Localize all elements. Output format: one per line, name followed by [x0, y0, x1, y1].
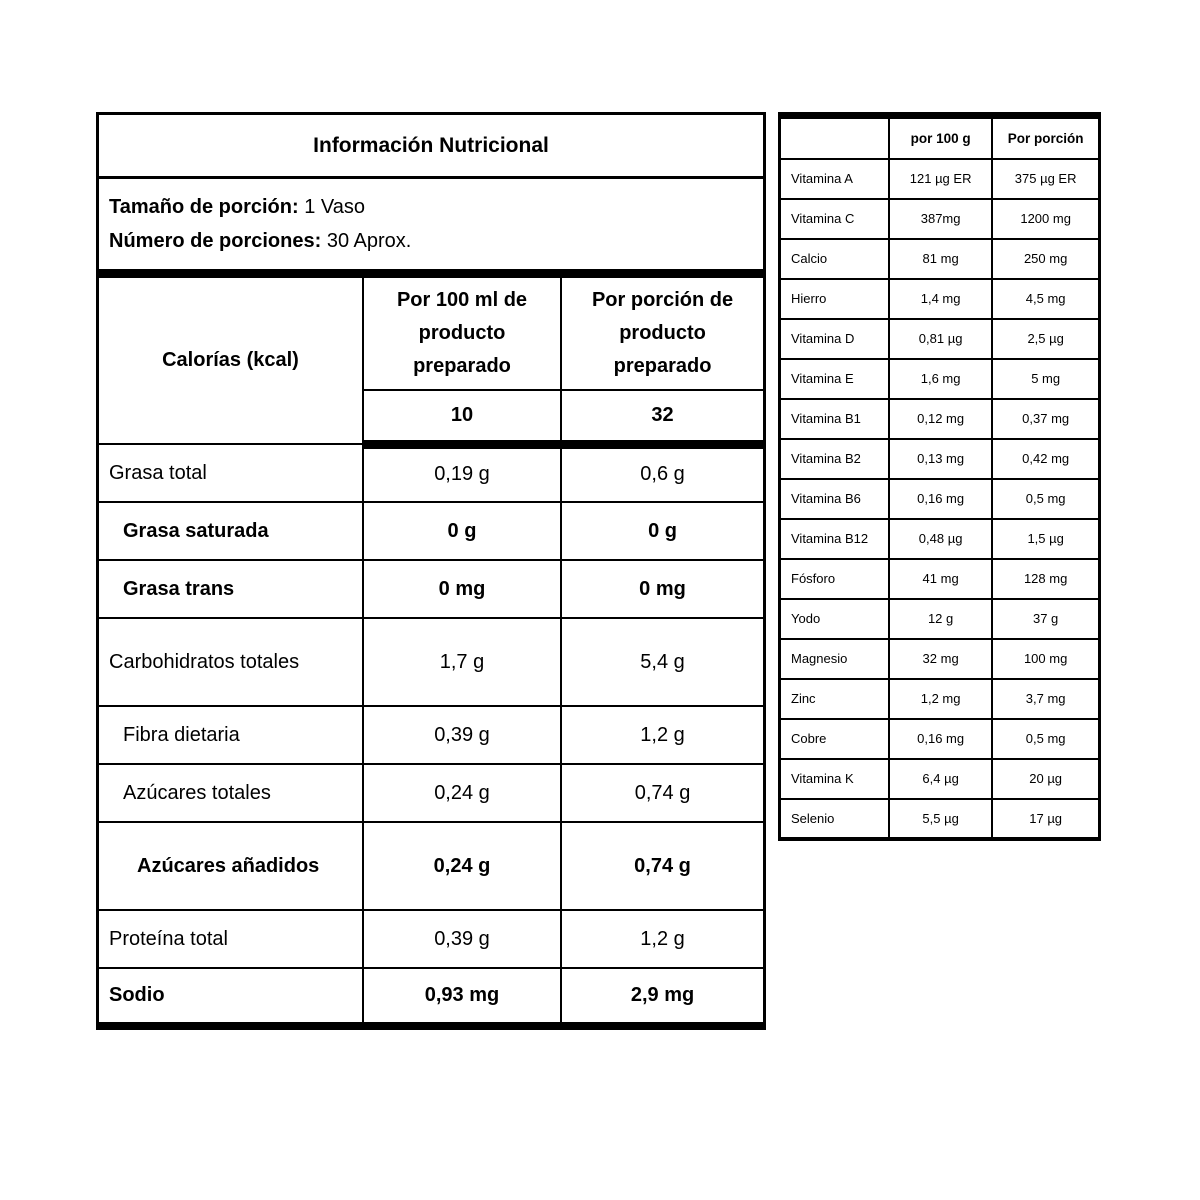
table-row: [98, 910, 765, 968]
nutrient-label: Fibra dietaria: [98, 706, 363, 764]
nutrient-value-portion: 1,2 g: [561, 706, 764, 764]
micronutrient-label: Vitamina E: [780, 359, 889, 399]
micronutrient-label: Vitamina C: [780, 199, 889, 239]
table-row: [780, 279, 1100, 319]
micronutrient-label: Vitamina K: [780, 759, 889, 799]
micronutrient-value-per100: 5,5 µg: [889, 799, 992, 839]
micronutrient-value-per100: 12 g: [889, 599, 992, 639]
nutrient-label: Azúcares totales: [98, 764, 363, 822]
micronutrient-label: Yodo: [780, 599, 889, 639]
nutrient-label: Sodio: [98, 968, 363, 1026]
micronutrient-value-per100: 0,16 mg: [889, 479, 992, 519]
nutrient-value-per100: 1,7 g: [363, 618, 561, 706]
nutrient-value-portion: 0,6 g: [561, 444, 764, 502]
micronutrient-value-per100: 41 mg: [889, 559, 992, 599]
micronutrient-value-per100: 1,6 mg: [889, 359, 992, 399]
table-row: [98, 560, 765, 618]
table-row: [780, 359, 1100, 399]
nutrient-label: Carbohidratos totales: [98, 618, 363, 706]
table-row: [780, 599, 1100, 639]
micronutrient-value-portion: 1200 mg: [992, 199, 1099, 239]
table-title-row: [98, 114, 765, 178]
micronutrient-label: Vitamina D: [780, 319, 889, 359]
micronutrient-value-per100: 81 mg: [889, 239, 992, 279]
table-row: [98, 706, 765, 764]
table-row: [780, 399, 1100, 439]
nutrient-value-per100: 0 mg: [363, 560, 561, 618]
serving-size-label: Tamaño de porción:: [109, 196, 299, 218]
micronutrient-value-portion: 17 µg: [992, 799, 1099, 839]
table-row: [780, 679, 1100, 719]
servings-count-label: Número de porciones:: [109, 230, 322, 252]
serving-size-value: 1 Vaso: [304, 196, 365, 218]
micronutrient-label: Vitamina B2: [780, 439, 889, 479]
micronutrient-value-per100: 6,4 µg: [889, 759, 992, 799]
nutrition-facts-table: [96, 112, 766, 1030]
micronutrient-value-per100: 1,2 mg: [889, 679, 992, 719]
calories-per-portion-value: 32: [561, 390, 764, 444]
nutrient-value-portion: 0 mg: [561, 560, 764, 618]
nutrient-label: Grasa trans: [98, 560, 363, 618]
micronutrient-value-per100: 1,4 mg: [889, 279, 992, 319]
table-row: [98, 444, 765, 502]
table-row: [98, 618, 765, 706]
micronutrient-value-portion: 4,5 mg: [992, 279, 1099, 319]
nutrient-value-per100: 0,39 g: [363, 706, 561, 764]
micronutrient-label: Zinc: [780, 679, 889, 719]
micronutrient-value-portion: 1,5 µg: [992, 519, 1099, 559]
micronutrient-value-portion: 0,5 mg: [992, 479, 1099, 519]
table-row: [780, 759, 1100, 799]
nutrient-value-per100: 0,24 g: [363, 764, 561, 822]
calories-per100ml-value: 10: [363, 390, 561, 444]
micronutrient-empty-header: [780, 116, 889, 159]
micronutrient-value-per100: 121 µg ER: [889, 159, 992, 199]
nutrient-value-per100: 0,19 g: [363, 444, 561, 502]
table-row: [780, 439, 1100, 479]
micronutrient-label: Selenio: [780, 799, 889, 839]
micronutrient-value-portion: 37 g: [992, 599, 1099, 639]
micronutrient-label: Hierro: [780, 279, 889, 319]
servings-count-line: [109, 224, 763, 258]
micronutrient-value-per100: 0,81 µg: [889, 319, 992, 359]
per-portion-column-header: Por porción de producto preparado: [561, 274, 764, 391]
table-row: [780, 239, 1100, 279]
nutrient-value-portion: 2,9 mg: [561, 968, 764, 1026]
table-row: [98, 968, 765, 1026]
table-row: [780, 479, 1100, 519]
serving-size-line: [109, 190, 763, 224]
micronutrient-value-portion: 0,42 mg: [992, 439, 1099, 479]
nutrient-label: Proteína total: [98, 910, 363, 968]
nutrient-value-portion: 0,74 g: [561, 822, 764, 910]
nutrient-value-portion: 0 g: [561, 502, 764, 560]
table-row: [780, 159, 1100, 199]
nutrition-facts-body: [98, 114, 765, 1027]
table-row: [780, 719, 1100, 759]
micronutrient-value-per100: 32 mg: [889, 639, 992, 679]
micronutrient-value-portion: 100 mg: [992, 639, 1099, 679]
table-row: [780, 559, 1100, 599]
nutrient-value-portion: 1,2 g: [561, 910, 764, 968]
micronutrient-per100g-header: por 100 g: [889, 116, 992, 159]
nutrient-value-per100: 0,24 g: [363, 822, 561, 910]
micronutrient-value-portion: 20 µg: [992, 759, 1099, 799]
micronutrient-label: Vitamina B1: [780, 399, 889, 439]
micronutrient-value-portion: 250 mg: [992, 239, 1099, 279]
micronutrient-label: Calcio: [780, 239, 889, 279]
calories-header-row: [98, 274, 765, 391]
nutrient-value-per100: 0 g: [363, 502, 561, 560]
micronutrient-label: Vitamina B12: [780, 519, 889, 559]
nutrient-value-portion: 0,74 g: [561, 764, 764, 822]
nutrient-value-portion: 5,4 g: [561, 618, 764, 706]
micronutrient-value-per100: 0,48 µg: [889, 519, 992, 559]
servings-count-value: 30 Aprox.: [326, 230, 412, 252]
nutrient-label: Grasa total: [98, 444, 363, 502]
micronutrients-body: [780, 116, 1100, 839]
serving-info-cell: [98, 178, 765, 274]
nutrient-value-per100: 0,39 g: [363, 910, 561, 968]
micronutrient-label: Vitamina A: [780, 159, 889, 199]
calories-label: Calorías (kcal): [98, 274, 363, 445]
serving-info-row: [98, 178, 765, 274]
micronutrient-value-portion: 5 mg: [992, 359, 1099, 399]
micronutrient-value-portion: 3,7 mg: [992, 679, 1099, 719]
micronutrient-label: Cobre: [780, 719, 889, 759]
table-title: Información Nutricional: [98, 114, 765, 178]
table-row: [780, 199, 1100, 239]
table-row: [780, 319, 1100, 359]
micronutrient-value-per100: 0,13 mg: [889, 439, 992, 479]
micronutrients-header-row: [780, 116, 1100, 159]
micronutrient-label: Magnesio: [780, 639, 889, 679]
micronutrient-value-per100: 0,16 mg: [889, 719, 992, 759]
micronutrient-value-portion: 2,5 µg: [992, 319, 1099, 359]
table-row: [98, 764, 765, 822]
micronutrient-label: Vitamina B6: [780, 479, 889, 519]
micronutrient-value-portion: 128 mg: [992, 559, 1099, 599]
micronutrient-value-per100: 387mg: [889, 199, 992, 239]
table-row: [98, 822, 765, 910]
micronutrient-value-portion: 0,5 mg: [992, 719, 1099, 759]
micronutrient-portion-header: Por porción: [992, 116, 1099, 159]
table-row: [780, 519, 1100, 559]
nutrient-label: Azúcares añadidos: [98, 822, 363, 910]
table-row: [780, 799, 1100, 839]
micronutrients-table: [778, 112, 1101, 841]
micronutrient-value-per100: 0,12 mg: [889, 399, 992, 439]
per100ml-column-header: Por 100 ml de producto preparado: [363, 274, 561, 391]
micronutrient-label: Fósforo: [780, 559, 889, 599]
nutrient-label: Grasa saturada: [98, 502, 363, 560]
micronutrient-value-portion: 0,37 mg: [992, 399, 1099, 439]
nutrient-value-per100: 0,93 mg: [363, 968, 561, 1026]
table-row: [98, 502, 765, 560]
table-row: [780, 639, 1100, 679]
micronutrient-value-portion: 375 µg ER: [992, 159, 1099, 199]
